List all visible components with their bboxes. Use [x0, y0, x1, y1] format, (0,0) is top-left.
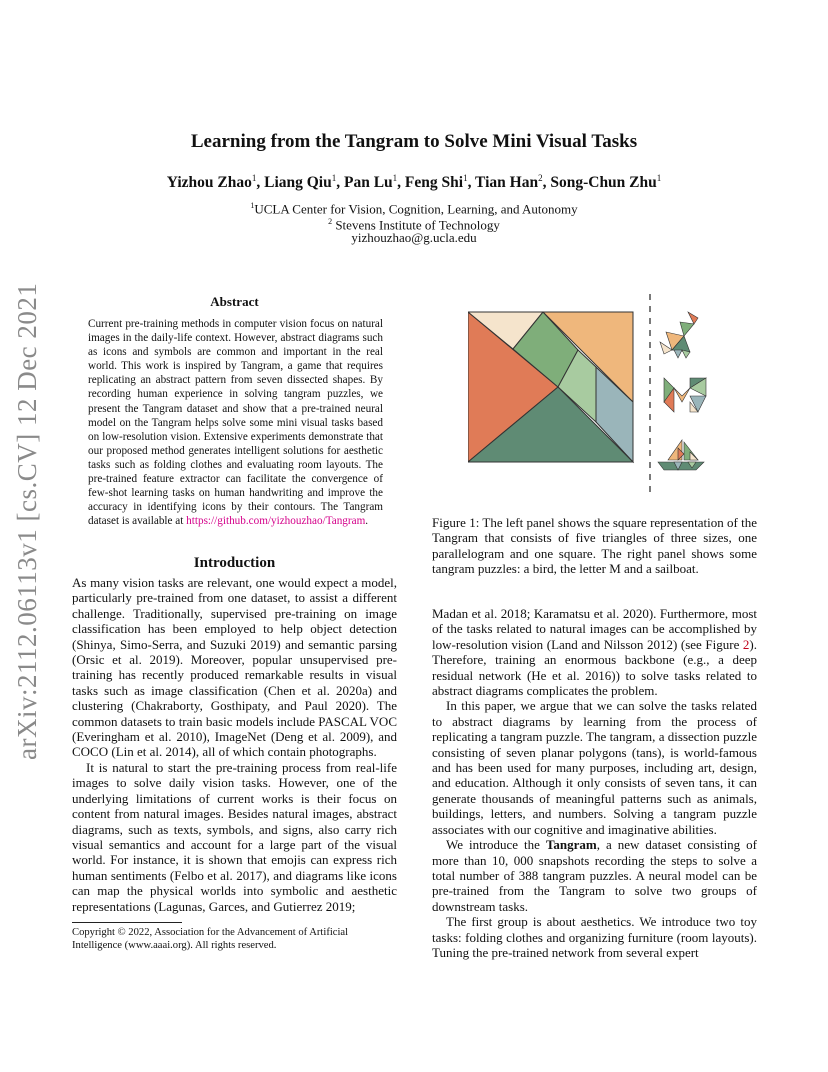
affiliation-mark: 2 [328, 217, 333, 226]
author-list: Yizhou Zhao$^1$, Liang Qiu$^1$, Pan Lu$^1$, Feng Shi$^1$, Tian Han$^2$, Song-Chun Zhu$^1$ [166, 173, 662, 192]
paragraph: As many vision tasks are relevant, one would expect a model, particularly pre-trained from one dataset, to assist a different challenge. Traditionally, supervised pre-training on image classification has been employed to help object detection (Shinya, Simo-Serra, and Suzuki 2019) and semantic parsing (Orsic et al. 2019). Moreover, popular unsupervised pre-training has recently produced remarkable results in visual tasks such as image classification (Chen et al. 2020a) and clustering (Chakraborty, Gosthipaty, and Paul 2020). The common datasets to train basic models include PASCAL VOC (Everingham et al. 2010), ImageNet (Deng et al. 2009), and COCO (Lin et al. 2014), all of which contain photographs. [72, 575, 397, 760]
paragraph-text: snapshots recording the steps to solve a total number of [432, 852, 758, 883]
affiliation-text: UCLA Center for Vision, Cognition, Learning, and Autonomy [254, 201, 578, 217]
author-email: yizhouzhao@g.ucla.edu [351, 230, 477, 245]
abstract-end: . [365, 515, 369, 528]
bird-puzzle-icon [660, 312, 698, 358]
author-name: Song-Chun Zhu [550, 174, 657, 192]
author-affiliation-mark: 1 [331, 173, 337, 183]
paragraph: The first group is about aesthetics. We introduce two toy tasks: folding clothes and organizing furniture (room layouts). Tuning the pre-trained network from several expert [432, 914, 757, 960]
paragraph-text: Madan et al. 2018; Karamatsu et al. 2020). Furthermore, most of the tasks related to natural images can be accomplished by low-resolution vision (Land and Nilsson 2012) (see Figure [432, 606, 757, 652]
figure-2-reference[interactable]: 2 [742, 636, 750, 652]
paragraph [432, 837, 757, 914]
paper-title: Learning from the Tangram to Solve Mini Visual Tasks [190, 131, 638, 152]
footnote-divider [72, 922, 182, 923]
paragraph: It is natural to start the pre-training process from real-life images to solve daily vision tasks. However, one of the underlying limitations of current works is their focus on content from natural images. Besides natural images, abstract diagrams, such as texts, symbols, and signs, also carry rich visual semantics and account for a large part of the visual world. For instance, it is shown that emojis can express rich human sentiments (Felbo et al. 2017), and diagrams like icons can map the physical worlds into symbolic and aesthetic representations (Lagunas, Garces, and Gutierrez 2019; [72, 759, 397, 914]
author-name: Liang Qiu [264, 174, 332, 192]
arxiv-identifier: arXiv:2112.06113v1 [cs.CV] 12 Dec 2021 [12, 282, 42, 760]
paragraph-text: ). Therefore, training an enormous backbone (e.g., a deep residual network (He et al. 2016)) to solve tasks related to abstract diagrams complicates the problem. [432, 636, 757, 699]
affiliation-mark: 1 [250, 201, 255, 210]
abstract-heading: Abstract [210, 294, 259, 309]
figure-1-caption: Figure 1: The left panel shows the square representation of the Tangram that consists of five triangles of three sizes, one parallelogram and one square. The right panel shows some tangram puzzles: a bird, the letter M and a sailboat. [432, 515, 757, 577]
dataset-link[interactable]: https://github.com/yizhouzhao/Tangram [186, 515, 366, 528]
figure-1-tangram [468, 292, 718, 492]
paragraph [432, 606, 757, 698]
abstract-text: Current pre-training methods in computer vision focus on natural images in the daily-life context. However, abstract diagrams such as icons and symbols are common and important in the real world. This work is inspired by Tangram, a game that requires replicating an abstract pattern from seven dissected shapes. By recording human experience in solving tangram puzzles, we present the Tangram dataset and show that a pre-trained neural model on the Tangram helps solve some mini visual tasks based on low-resolution vision. Extensive experiments demonstrate that our proposed method generates intelligent solutions for aesthetic tasks such as folding clothes and evaluating room layouts. The pre-trained feature extractor can facilitate the convergence of few-shot learning tasks on human handwriting and improve the accuracy in identifying icons by their contours. The Tangram dataset is available at [88, 318, 383, 528]
paragraph: In this paper, we argue that we can solve the tasks related to abstract diagrams by learning from the process of replicating a tangram puzzle. The tangram, a dissection puzzle consisting of seven planar polygons (tans), is world-famous and has been used for many purposes, including art, design, and education. Although it only consists of seven tans, it can generate thousands of meaningful patterns such as animals, buildings, letters, and numbers. Solving a tangram puzzle associates with our cognitive and imaginative abilities. [432, 698, 757, 837]
abstract-body [88, 317, 383, 528]
author-name: Feng Shi [404, 174, 464, 192]
introduction-heading: Introduction [193, 555, 276, 571]
snapshot-count: 10, 000 [492, 852, 534, 868]
affiliation-text: Stevens Institute of Technology [332, 217, 500, 233]
paragraph-text: We introduce the [446, 837, 546, 853]
author-name: Yizhou Zhao [166, 174, 252, 192]
author-affiliation-mark: 1 [463, 173, 468, 183]
right-column-body [432, 606, 757, 960]
author-affiliation-mark: 1 [251, 173, 257, 183]
author-affiliation-mark: 1 [392, 173, 398, 183]
sailboat-puzzle-icon [658, 440, 704, 470]
introduction-body [72, 575, 397, 914]
letter-m-puzzle-icon [664, 378, 706, 412]
paragraph-text: tangram puzzles. A neural model can be pre-trained from the Tangram to solve two groups of downstream tasks. [432, 867, 757, 914]
dataset-name: Tangram [545, 837, 597, 853]
copyright-footnote: Copyright © 2022, Association for the Advancement of Artificial Intelligence (www.aaai.org). All rights reserved. [72, 927, 349, 951]
tangram-square [468, 312, 633, 462]
author-name: Pan Lu [343, 174, 393, 192]
author-affiliation-mark: 1 [656, 173, 662, 183]
puzzle-count: 388 [518, 867, 539, 883]
author-affiliation-mark: 2 [538, 173, 543, 183]
paragraph-text: , a new dataset consisting of more than [432, 837, 757, 868]
author-name: Tian Han [475, 174, 539, 192]
